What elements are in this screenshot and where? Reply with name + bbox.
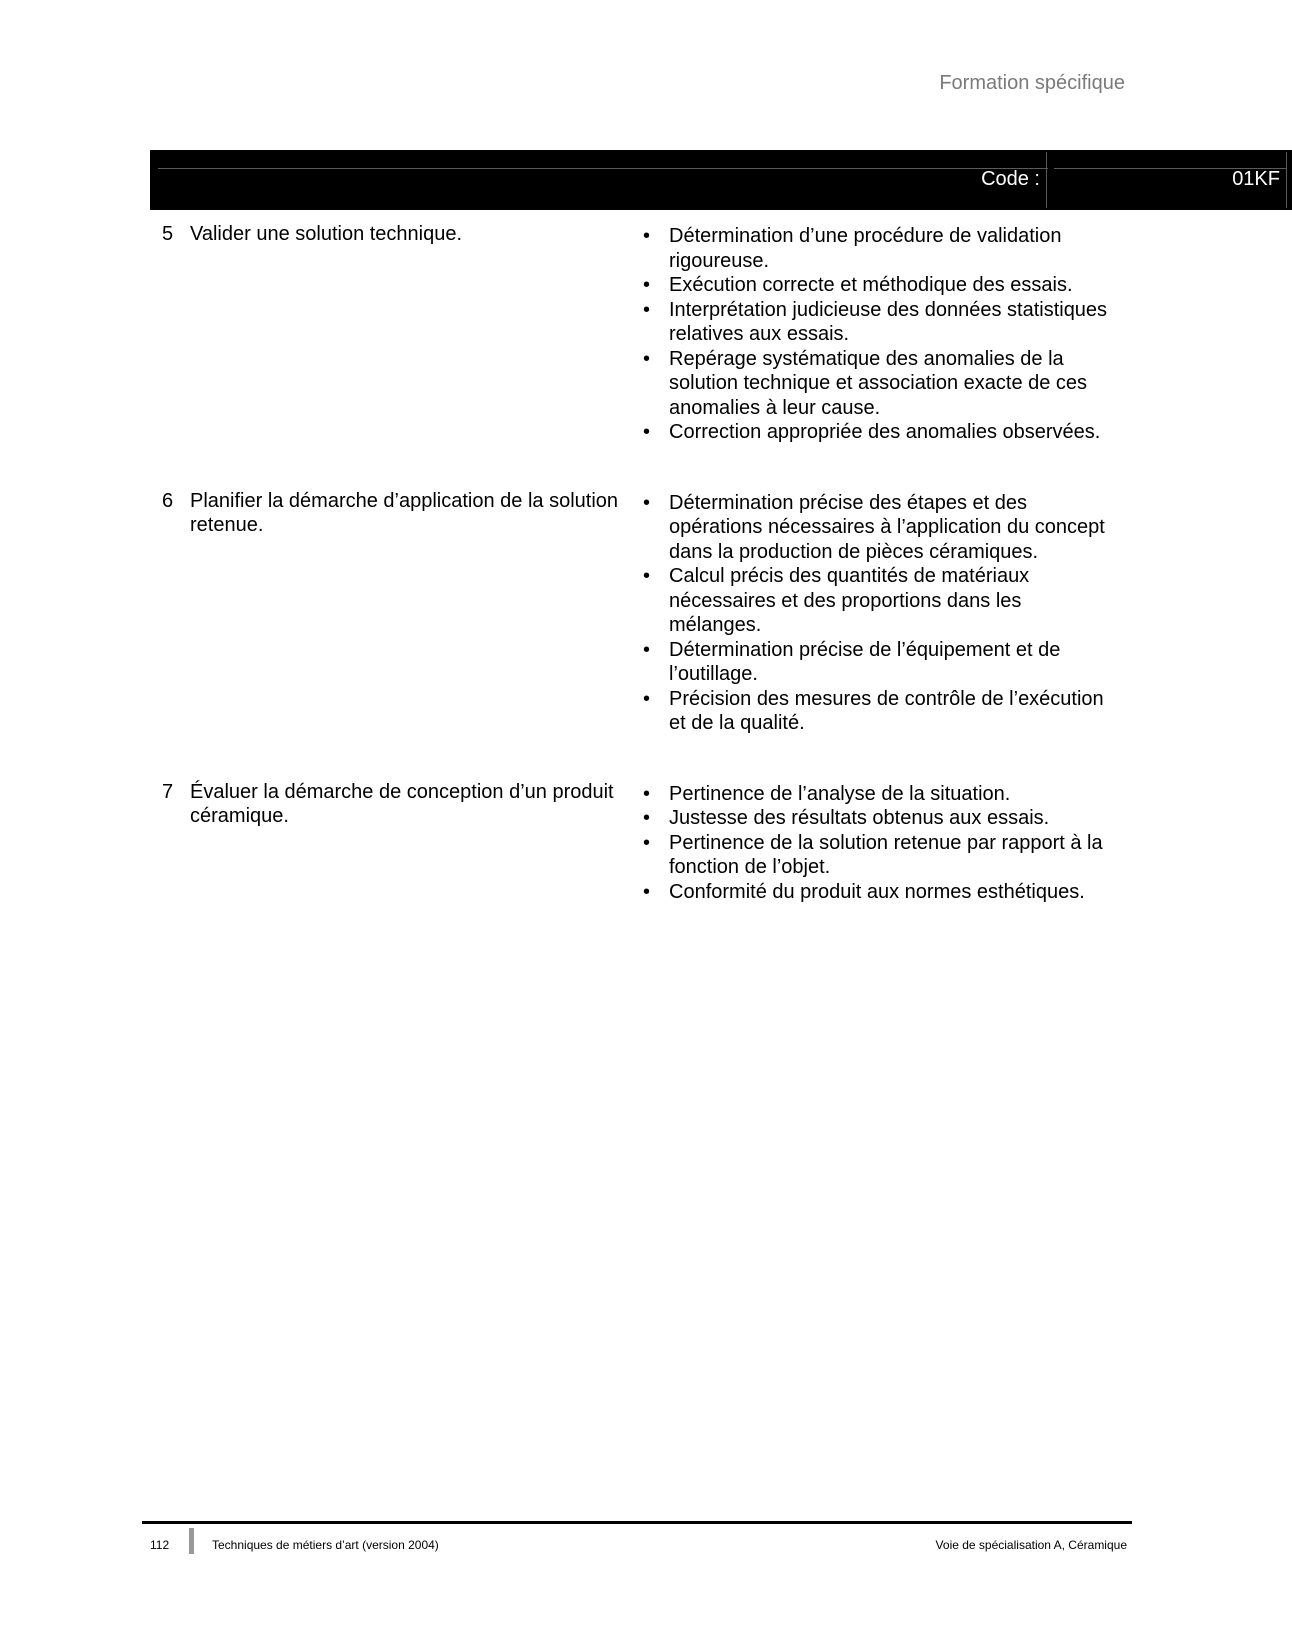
bullet-icon: •: [643, 807, 651, 829]
criteria-list: [635, 224, 1115, 445]
criterion-text: Précision des mesures de contrôle de l’exécution et de la qualité.: [669, 687, 1104, 734]
code-value: 01KF: [1232, 168, 1280, 190]
criteria-list: [635, 782, 1115, 905]
criterion-text: Détermination précise de l’équipement et de l’outillage.: [669, 638, 1061, 685]
footer-section-title: Voie de spécialisation A, Céramique: [935, 1538, 1127, 1552]
list-item: [635, 880, 1115, 905]
criterion-text: Pertinence de la solution retenue par rapport à la fonction de l’objet.: [669, 831, 1103, 878]
element-text: Évaluer la démarche de conception d’un produit céramique.: [190, 780, 614, 827]
competency-table: [150, 222, 1130, 948]
list-item: [635, 491, 1115, 565]
element-number: 5: [162, 223, 174, 245]
table-row: [150, 780, 1130, 925]
element-text: Planifier la démarche d’application de la solution retenue.: [190, 489, 619, 536]
list-item: [635, 831, 1115, 880]
list-item: [635, 420, 1115, 445]
table-row: [150, 489, 1130, 756]
element-cell: [150, 489, 635, 756]
criterion-text: Détermination d’une procédure de validation rigoureuse.: [669, 225, 1062, 272]
list-item: [635, 638, 1115, 687]
list-item: [635, 273, 1115, 298]
footer-bar: [189, 1528, 194, 1554]
bullet-icon: •: [643, 831, 651, 854]
bullet-icon: •: [643, 491, 651, 514]
bullet-icon: •: [643, 347, 651, 370]
element-number: 6: [162, 489, 174, 512]
code-bar-rule: [158, 168, 1048, 169]
code-bar-separator: [1046, 152, 1047, 208]
criterion-text: Conformité du produit aux normes esthétiques.: [669, 880, 1085, 903]
code-label: Code :: [981, 168, 1040, 190]
element-text: Valider une solution technique.: [190, 223, 463, 245]
criterion-text: Détermination précise des étapes et des opérations nécessaires à l’application du concept dans la production de pièces céramiques.: [669, 491, 1105, 563]
criterion-text: Correction appropriée des anomalies observées.: [669, 421, 1101, 443]
list-item: [635, 347, 1115, 421]
bullet-icon: •: [643, 687, 651, 710]
table-row: [150, 222, 1130, 465]
bullet-icon: •: [643, 880, 651, 903]
element-cell: [150, 222, 635, 465]
code-bar: [150, 150, 1292, 210]
code-bar-separator-end: [1286, 152, 1287, 208]
element-number: 7: [162, 780, 174, 803]
criterion-text: Calcul précis des quantités de matériaux nécessaires et des proportions dans les mélanges.: [669, 565, 1030, 636]
bullet-icon: •: [643, 274, 651, 296]
footer-rule: [142, 1521, 1132, 1524]
criteria-list: [635, 491, 1115, 736]
bullet-icon: •: [643, 638, 651, 661]
page-number: 112: [150, 1538, 170, 1552]
criterion-text: Exécution correcte et méthodique des essais.: [669, 274, 1073, 296]
list-item: [635, 782, 1115, 807]
bullet-icon: •: [643, 421, 651, 443]
bullet-icon: •: [643, 565, 651, 587]
criterion-text: Repérage systématique des anomalies de la solution technique et association exacte de ces anomalies à leur cause.: [669, 347, 1088, 419]
bullet-icon: •: [643, 782, 651, 805]
criterion-text: Justesse des résultats obtenus aux essais.: [669, 807, 1050, 829]
criterion-text: Pertinence de l’analyse de la situation.: [669, 782, 1011, 805]
list-item: [635, 806, 1115, 831]
list-item: [635, 224, 1115, 273]
list-item: [635, 564, 1115, 638]
footer-document-title: Techniques de métiers d’art (version 2004): [212, 1538, 439, 1552]
bullet-icon: •: [643, 298, 651, 321]
running-title: Formation spécifique: [939, 72, 1125, 94]
list-item: [635, 687, 1115, 736]
bullet-icon: •: [643, 225, 651, 247]
element-cell: [150, 780, 635, 925]
list-item: [635, 298, 1115, 347]
criterion-text: Interprétation judicieuse des données statistiques relatives aux essais.: [669, 298, 1108, 345]
